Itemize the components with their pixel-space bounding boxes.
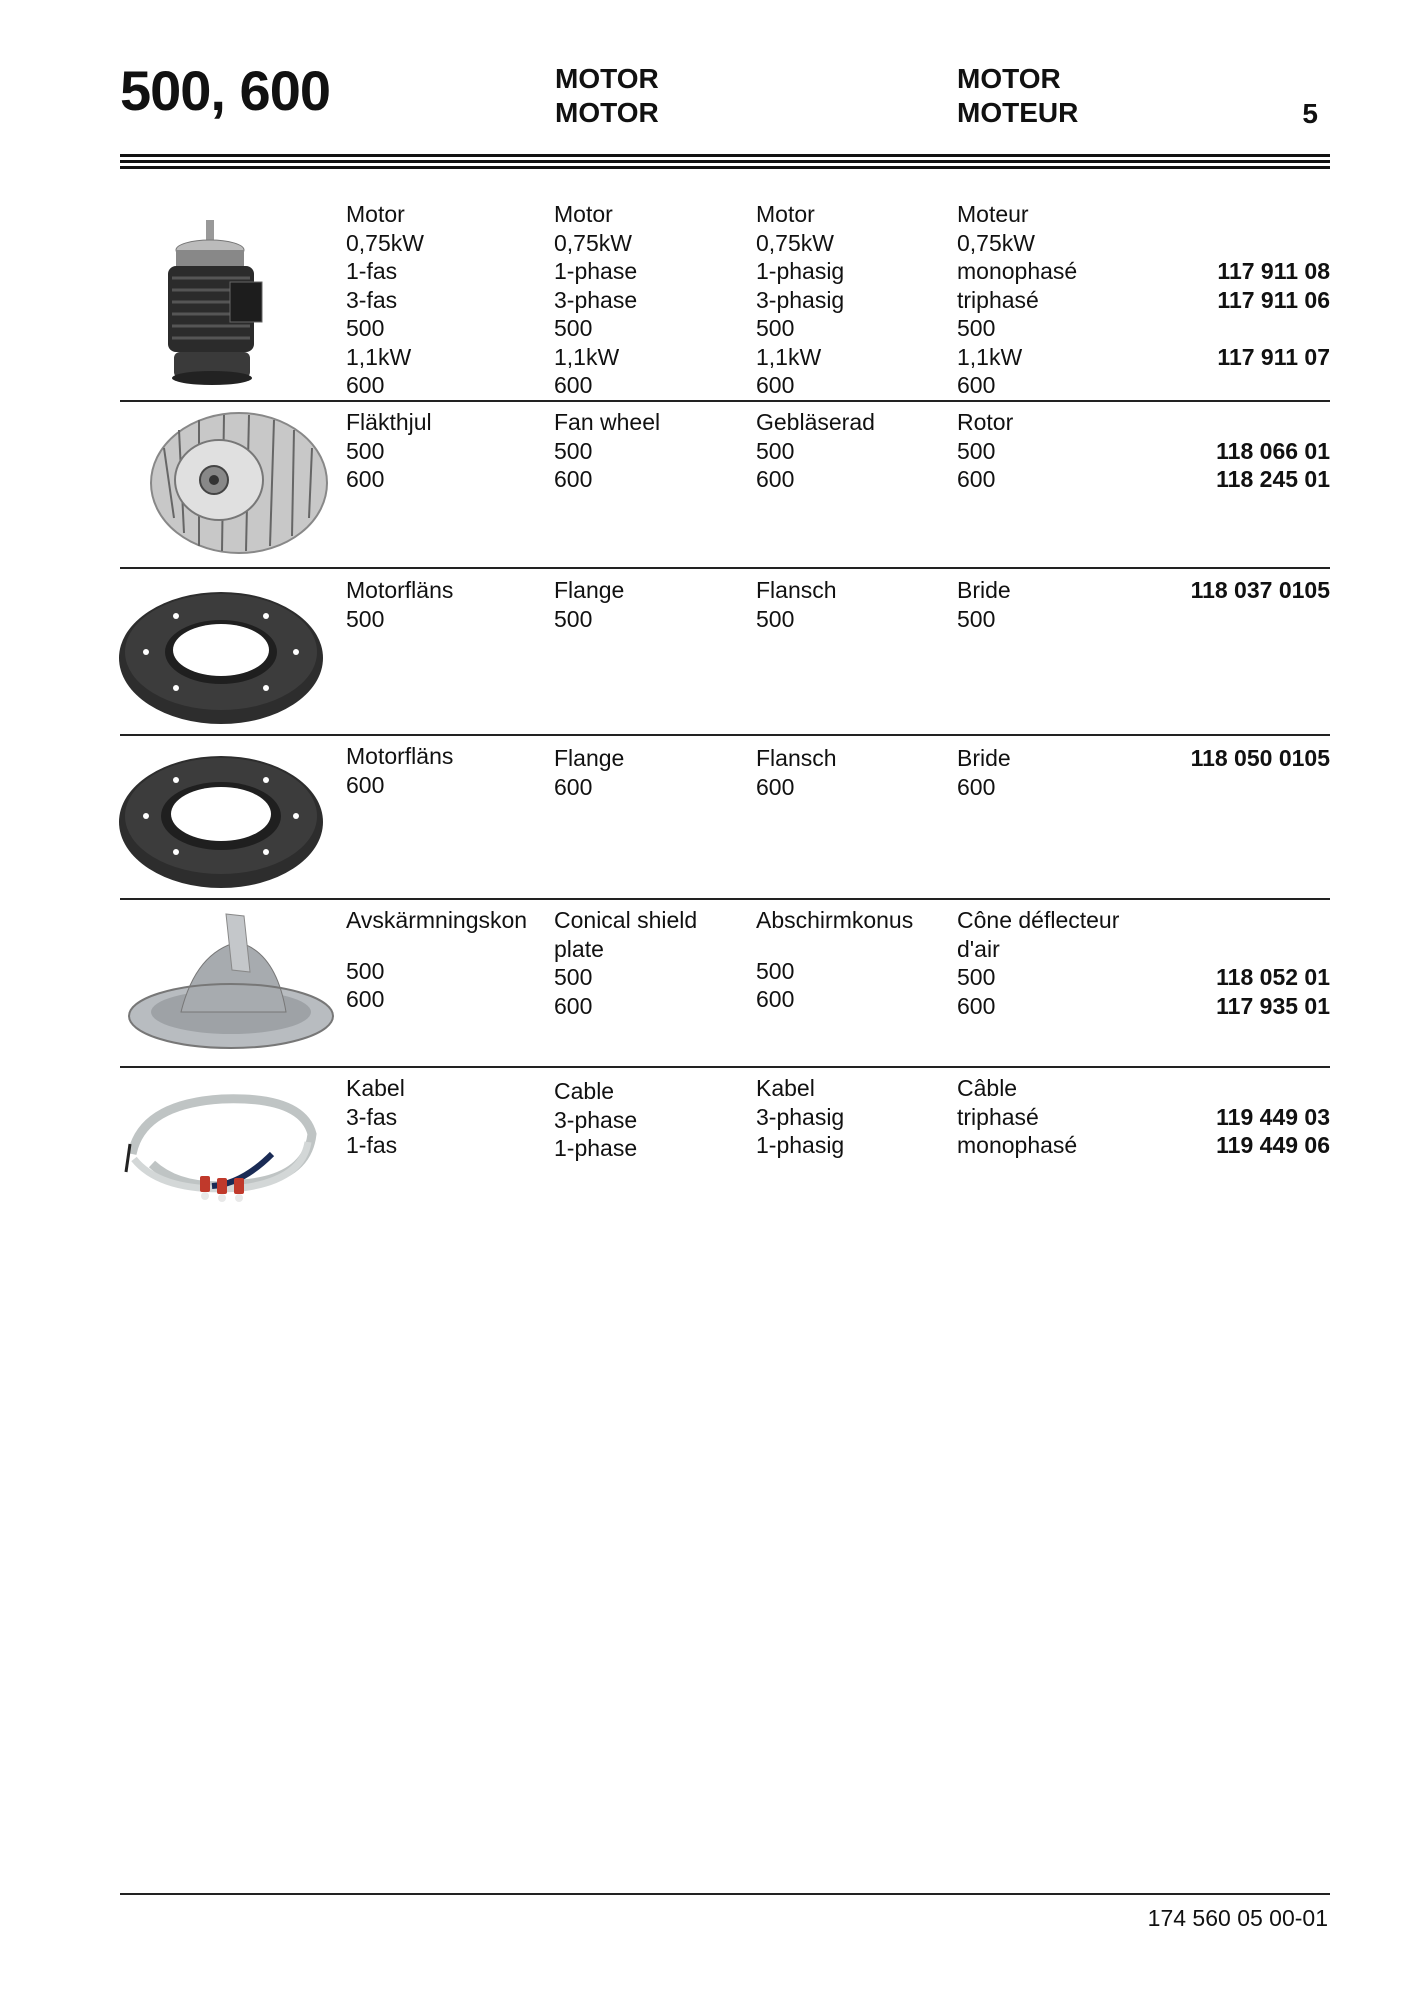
page-number: 5 — [1302, 98, 1318, 129]
conical-shield-icon — [126, 912, 336, 1052]
col-fr: Bride 600 — [957, 745, 1011, 800]
document-number: 174 560 05 00-01 — [1147, 1905, 1328, 1931]
part-numbers: 118 052 01 117 935 01 — [1216, 964, 1330, 1019]
model-title: 500, 600 — [120, 59, 330, 122]
col-de: Kabel 3-phasig 1-phasig — [756, 1075, 845, 1158]
header-col-de: MOTOR — [957, 63, 1061, 94]
col-de: Flansch 500 — [756, 577, 837, 632]
footer-divider — [120, 1893, 1330, 1895]
part-numbers: 119 449 03 119 449 06 — [1216, 1103, 1330, 1158]
row-divider — [120, 734, 1330, 736]
col-fr: Câble triphasé monophasé — [957, 1075, 1078, 1158]
col-fr: Cône déflecteur d'air 500 600 — [957, 907, 1120, 1019]
header-col-se: MOTOR — [555, 63, 659, 94]
electric-motor-icon — [130, 218, 290, 388]
col-fr: Rotor 500 600 — [957, 409, 1014, 492]
col-se: Fläkthjul 500 600 — [346, 409, 432, 492]
row-divider — [120, 1066, 1330, 1068]
col-fr: Bride 500 — [957, 577, 1011, 632]
col-se: Kabel 3-fas 1-fas — [346, 1075, 405, 1158]
col-en: Motor 0,75kW 1-phase 3-phase 500 1,1kW 600 — [554, 201, 638, 398]
part-numbers: 118 050 0105 — [1190, 745, 1330, 771]
col-se: Motor 0,75kW 1-fas 3-fas 500 1,1kW 600 — [346, 201, 424, 398]
header-divider — [120, 154, 1330, 172]
row-divider — [120, 898, 1330, 900]
col-en: Flange 500 — [554, 577, 625, 632]
col-de: Flansch 600 — [756, 745, 837, 800]
fan-wheel-icon — [144, 408, 334, 558]
col-en: Cable 3-phase 1-phase — [554, 1078, 638, 1161]
motor-flange-icon — [116, 752, 326, 892]
col-de: Abschirmkonus 500 600 — [756, 907, 914, 1012]
col-de: Motor 0,75kW 1-phasig 3-phasig 500 1,1kW 600 — [756, 201, 845, 398]
cable-icon — [122, 1084, 322, 1204]
col-en: Flange 600 — [554, 745, 625, 800]
header-col-en: MOTOR — [555, 97, 659, 128]
part-numbers: 117 911 08 117 911 06 117 911 07 — [1217, 258, 1330, 370]
col-se: Motorfläns 500 — [346, 577, 454, 632]
motor-flange-icon — [116, 588, 326, 728]
header-col-fr: MOTEUR — [957, 97, 1079, 128]
col-fr: Moteur 0,75kW monophasé triphasé 500 1,1kW 600 — [957, 201, 1078, 398]
part-numbers: 118 037 0105 — [1190, 577, 1330, 603]
col-se: Motorfläns 600 — [346, 743, 454, 798]
row-divider — [120, 400, 1330, 402]
col-en: Conical shield plate 500 600 — [554, 907, 698, 1019]
col-de: Gebläserad 500 600 — [756, 409, 875, 492]
part-numbers: 118 066 01 118 245 01 — [1216, 437, 1330, 492]
row-divider — [120, 567, 1330, 569]
col-se: Avskärmningskon 500 600 — [346, 907, 528, 1012]
col-en: Fan wheel 500 600 — [554, 409, 661, 492]
